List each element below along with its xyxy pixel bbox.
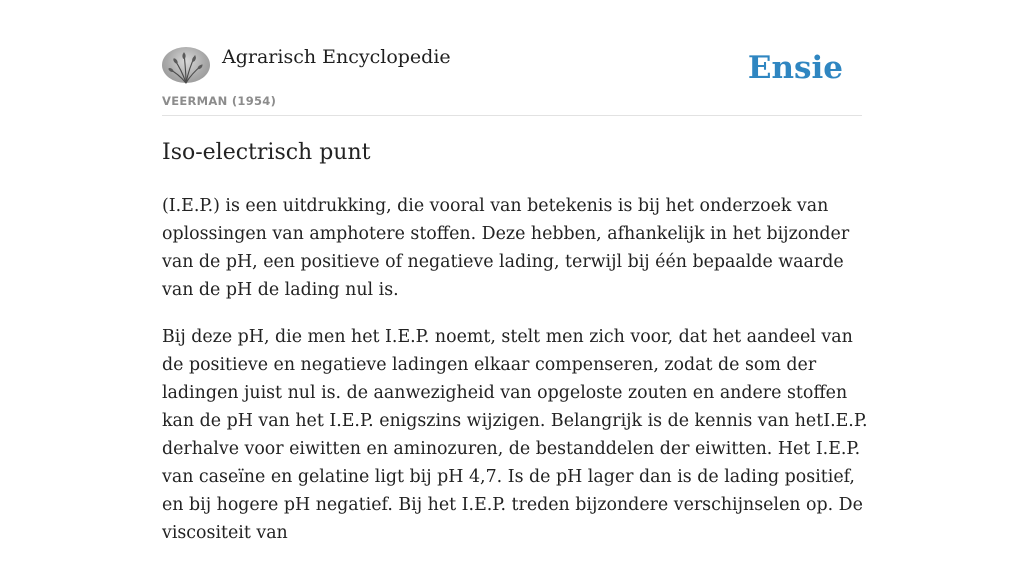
- article-paragraph: Bij deze pH, die men het I.E.P. noemt, stelt men zich voor, dat het aandeel van de positieve en negatieve ladingen elkaar compenseren, zodat de som der ladingen juist nul is. de aanwezigheid van opgeloste zouten en andere stoffen kan de pH van het I.E.P. enigszins wijzigen. Belangrijk is de kennis van hetI.E.P. derhalve voor eiwitten en aminozuren, de bestanddelen der eiwitten. Het I.E.P. van caseïne en gelatine ligt bij pH 4,7. Is de pH lager dan is de lading positief, en bij hogere pH negatief. Bij het I.E.P. treden bijzondere verschijnselen op. De viscositeit van: [162, 327, 868, 543]
- brand-logo-link[interactable]: Ensie: [747, 50, 843, 86]
- source-header: [162, 44, 862, 116]
- source-meta: VEERMAN (1954): [162, 94, 277, 108]
- article-body: [162, 192, 868, 566]
- wheat-logo-icon: [162, 47, 210, 83]
- article-paragraph: (I.E.P.) is een uitdrukking, die vooral van betekenis is bij het onderzoek van oplossingen van amphotere stoffen. Deze hebben, afhankelijk in het bijzonder van de pH, een positieve of negatieve lading, terwijl bij één bepaalde waarde van de pH de lading nul is.: [162, 196, 850, 300]
- source-title[interactable]: Agrarisch Encyclopedie: [222, 46, 451, 68]
- article-title: Iso-electrisch punt: [162, 140, 371, 165]
